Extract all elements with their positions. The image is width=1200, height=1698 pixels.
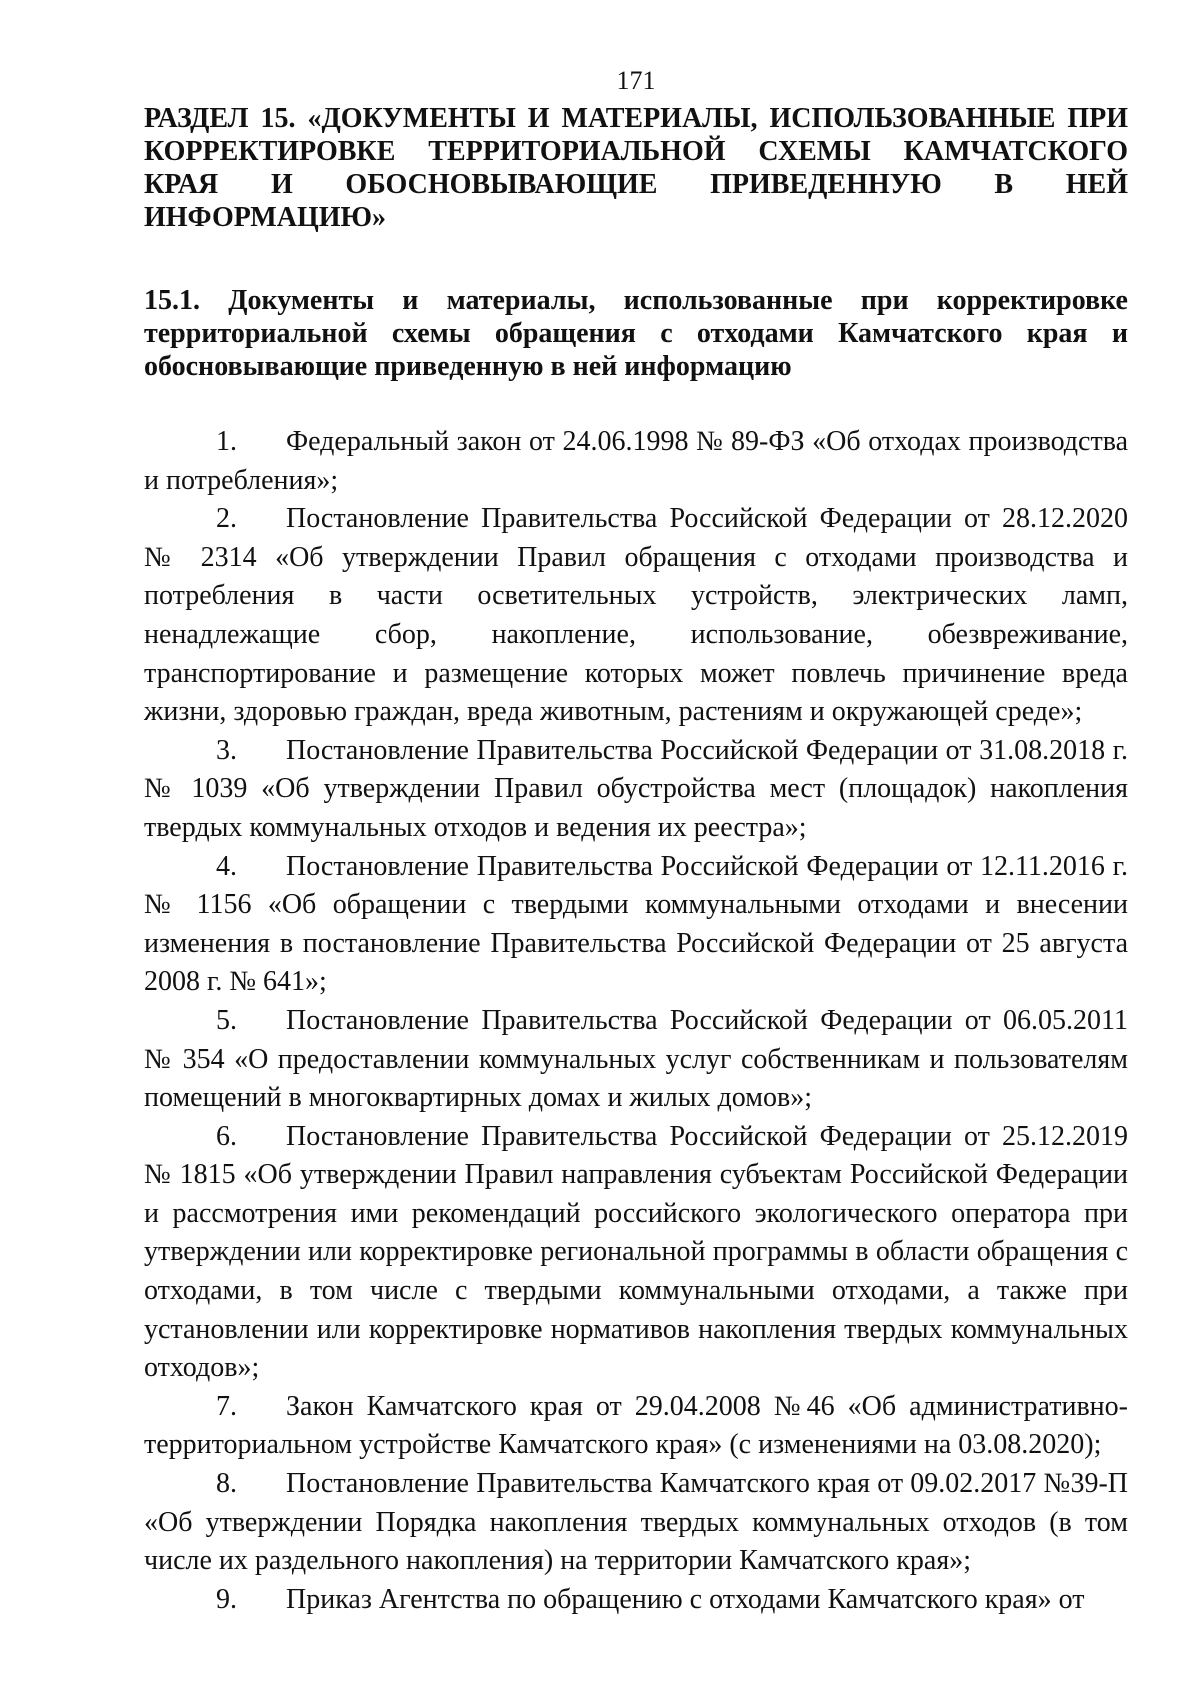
- list-item-text: Постановление Правительства Российской Федерации от 28.12.2020 № 2314 «Об утверждении Правил обращения с отходами производства и потребления в части осветительных устройств, электрических ламп, ненадлежащие сбор, накопление, использование, обезвреживание, транспортирование и размещение которых может повлечь причинение вреда жизни, здоровью граждан, вреда животным, растениям и окружающей среде»;: [144, 503, 1128, 728]
- list-item: [144, 732, 1128, 848]
- list-item-text: Постановление Правительства Российской Федерации от 06.05.2011 № 354 «О предоставлении коммунальных услуг собственникам и пользователям помещений в многоквартирных домах и жилых домов»;: [144, 1004, 1128, 1114]
- list-item-text: Закон Камчатского края от 29.04.2008 №46 «Об административно-территориальном устройстве Камчатского края» (с изменениями на 03.08.2020);: [144, 1390, 1128, 1461]
- list-item-number: 3.: [216, 734, 237, 766]
- list-item-number: 5.: [216, 1004, 237, 1036]
- list-item: [144, 1118, 1128, 1388]
- list-item-number: 8.: [216, 1468, 237, 1500]
- list-item-text: Постановление Правительства Камчатского края от 09.02.2017 №39-П «Об утверждении Порядка накопления твердых коммунальных отходов (в том числе их раздельного накопления) на территории Камчатского края»;: [144, 1468, 1128, 1577]
- list-item-text: Приказ Агентства по обращению с отходами Камчатского края» от: [286, 1583, 1085, 1615]
- list-item-text: Федеральный закон от 24.06.1998 № 89-ФЗ «Об отходах производства и потребления»;: [144, 426, 1128, 496]
- list-item: [144, 1388, 1128, 1465]
- section-title: РАЗДЕЛ 15. «ДОКУМЕНТЫ И МАТЕРИАЛЫ, ИСПОЛЬЗОВАННЫЕ ПРИ КОРРЕКТИРОВКЕ ТЕРРИТОРИАЛЬНОЙ СХЕМЫ КАМЧАТСКОГО КРАЯ И ОБОСНОВЫВАЮЩИЕ ПРИВЕДЕННУЮ В НЕЙ ИНФОРМАЦИЮ»: [144, 103, 1128, 233]
- list-item: [144, 500, 1128, 732]
- list-item: [144, 1581, 1128, 1620]
- list-item: [144, 423, 1128, 500]
- list-item-text: Постановление Правительства Российской Федерации от 25.12.2019 № 1815 «Об утверждении Правил направления субъектам Российской Федерации и рассмотрения ими рекомендаций российского экологического оператора при утверждении или корректировке региональной программы в области обращения с отходами, в том числе с твердыми коммунальными отходами, а также при установлении или корректировке нормативов накопления твердых коммунальных отходов»;: [144, 1120, 1128, 1384]
- list-item-number: 6.: [216, 1120, 237, 1152]
- list-item-number: 2.: [216, 503, 237, 535]
- page-number: 171: [616, 66, 656, 95]
- list-item-number: 7.: [216, 1390, 237, 1422]
- list-item-text: Постановление Правительства Российской Федерации от 12.11.2016 г. № 1156 «Об обращении с твердыми коммунальными отходами и внесении изменения в постановление Правительства Российской Федерации от 25 августа 2008 г. № 641»;: [144, 850, 1128, 998]
- list-item-number: 4.: [216, 850, 237, 882]
- list-item: [144, 1002, 1128, 1118]
- document-list: [144, 423, 1128, 1619]
- list-item-text: Постановление Правительства Российской Федерации от 31.08.2018 г. № 1039 «Об утверждении Правил обустройства мест (площадок) накопления твердых коммунальных отходов и ведения их реестра»;: [144, 734, 1128, 843]
- list-item: [144, 848, 1128, 1002]
- list-item-number: 1.: [216, 426, 237, 457]
- subsection-title: 15.1. Документы и материалы, использованные при корректировке территориальной схемы обращения с отходами Камчатского края и обосновывающие приведенную в ней информацию: [144, 285, 1128, 382]
- list-item: [144, 1465, 1128, 1581]
- list-item-number: 9.: [216, 1583, 237, 1615]
